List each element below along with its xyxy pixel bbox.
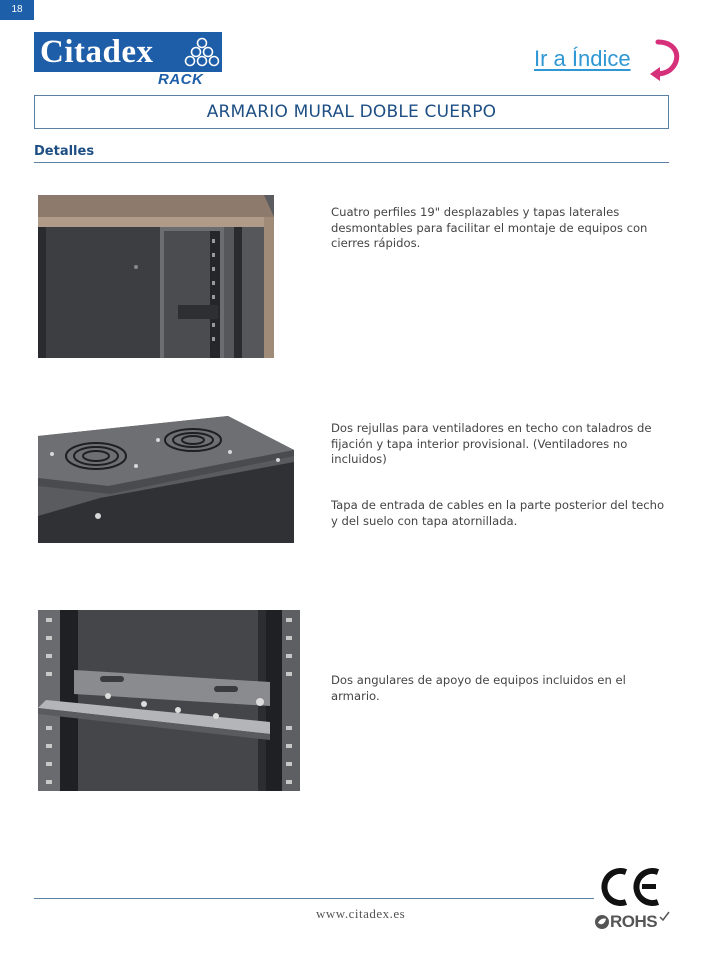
logo-circles-icon [182, 36, 222, 68]
detail-text-2: Dos rejullas para ventiladores en techo con taladros de fijación y tapa interior provisional. (Ventiladores no incluidos) [331, 421, 652, 466]
logo-name: Citadex [40, 34, 154, 70]
detail-text-4: Dos angulares de apoyo de equipos incluidos en el armario. [331, 673, 626, 703]
title-box [34, 95, 669, 129]
detail-text-1: Cuatro perfiles 19" desplazables y tapas laterales desmontables para facilitar el montaje de equipos con cierres rápidos. [331, 205, 648, 250]
rohs-label: ROHS [610, 912, 658, 931]
return-arrow-icon[interactable] [648, 38, 684, 82]
ce-mark-icon [600, 866, 664, 908]
detail-text-3: Tapa de entrada de cables en la parte posterior del techo y del suelo con tapa atornillada. [331, 498, 665, 528]
page-number: 18 [0, 0, 34, 20]
rohs-badge [594, 910, 674, 936]
photo-support-angle [38, 610, 300, 791]
section-heading: Detalles [34, 144, 95, 159]
index-link[interactable]: Ir a Índice [534, 46, 631, 71]
photo-cabinet-interior [38, 195, 274, 358]
section-divider [34, 162, 669, 163]
footer-divider [34, 898, 594, 899]
photo-cabinet-top [38, 416, 294, 543]
footer-url[interactable]: www.citadex.es [316, 906, 406, 921]
logo-subtitle: RACK [158, 71, 204, 88]
rohs-leaf-icon [594, 914, 610, 930]
checkmark-icon [658, 910, 670, 922]
page-title: ARMARIO MURAL DOBLE CUERPO [206, 102, 497, 122]
citadex-logo [34, 32, 224, 88]
